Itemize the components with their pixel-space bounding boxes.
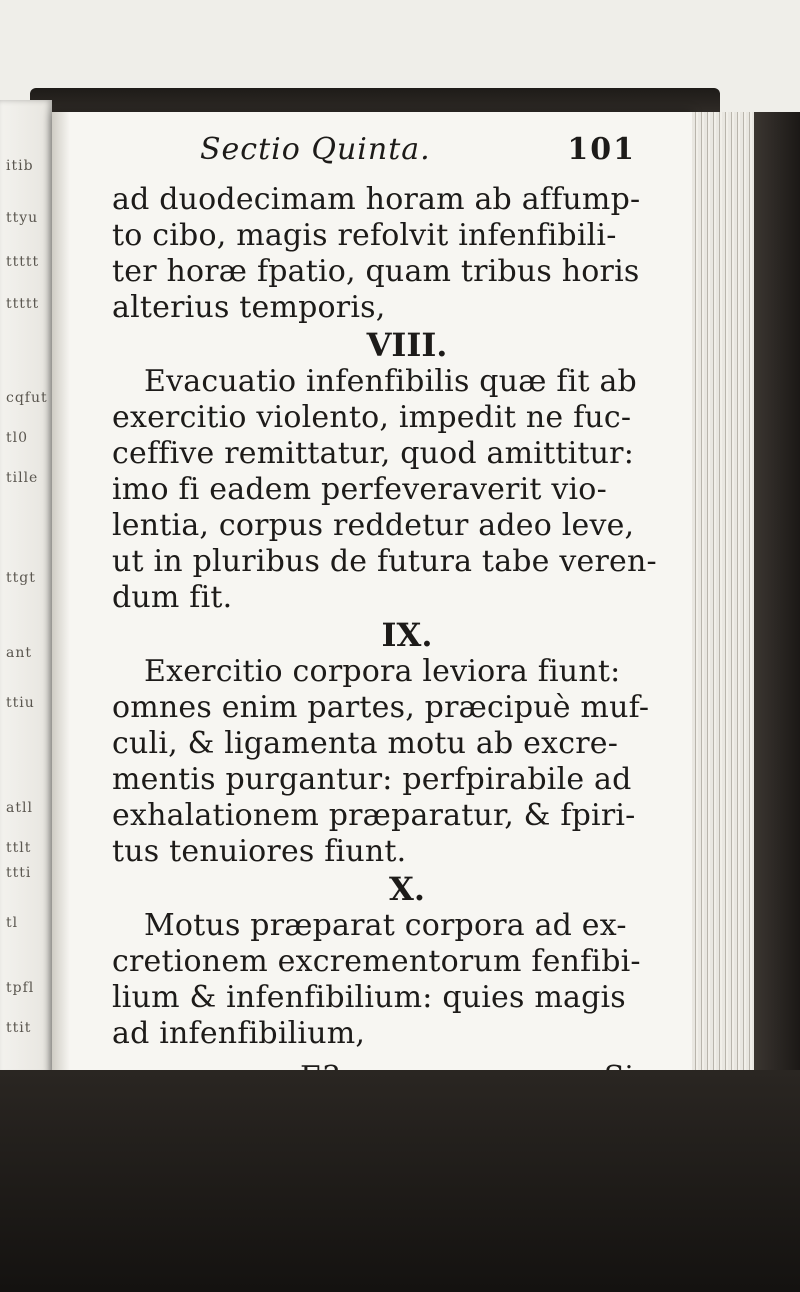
adjacent-page-fragment — [0, 100, 52, 1075]
left-page-fragment-text: ttttt — [6, 296, 40, 312]
running-title: Sectio Quinta. — [200, 132, 431, 167]
running-header — [112, 132, 672, 182]
text-line: ter horæ fpatio, quam tribus horis — [112, 254, 640, 289]
text-line: lentia, corpus reddetur adeo leve, — [112, 508, 635, 543]
text-line: lium & infenfibilium: quies magis — [112, 980, 626, 1015]
book-edge-shadow — [754, 112, 800, 1077]
text-line: tus tenuiores fiunt. — [112, 834, 407, 869]
left-page-fragment-text: tl0 — [6, 430, 29, 446]
page-number: 101 — [567, 132, 636, 167]
page-text-block — [112, 132, 672, 1100]
text-line: exhalationem præparatur, & fpiri- — [112, 798, 636, 833]
book-bottom-shadow — [0, 1070, 800, 1292]
text-line: ad infenfibilium, — [112, 1016, 366, 1051]
section-ix — [112, 616, 672, 870]
text-line: cretionem excrementorum fenfibi- — [112, 944, 641, 979]
left-page-fragment-text: ttttt — [6, 254, 40, 270]
book-page — [52, 112, 692, 1077]
section-viii — [112, 326, 672, 616]
text-line: imo fi eadem perfeveraverit vio- — [112, 472, 607, 507]
text-line: Exercitio corpora leviora fiunt: — [144, 654, 621, 689]
left-page-fragment-text: ttit — [6, 1020, 32, 1036]
text-line: to cibo, magis refolvit infenfibili- — [112, 218, 617, 253]
paragraph-continuation — [112, 182, 672, 326]
left-page-fragment-text: atll — [6, 800, 33, 816]
text-line: mentis purgantur: perfpirabile ad — [112, 762, 632, 797]
text-line: omnes enim partes, præcipuè muf- — [112, 690, 650, 725]
text-line: Motus præparat corpora ad ex- — [144, 908, 627, 943]
section-number: IX. — [381, 616, 433, 654]
page-gutter — [52, 112, 70, 1077]
stacked-page-edges — [692, 112, 754, 1077]
left-page-fragment-text: ttgt — [6, 570, 36, 586]
left-page-fragment-text: ttti — [6, 865, 32, 881]
text-line: ceffive remittatur, quod amittitur: — [112, 436, 635, 471]
section-number: VIII. — [366, 326, 448, 364]
left-page-fragment-text: tpfl — [6, 980, 35, 996]
text-line: dum fit. — [112, 580, 233, 615]
section-number: X. — [389, 870, 425, 908]
text-line: Evacuatio infenfibilis quæ fit ab — [144, 364, 637, 399]
text-line: culi, & ligamenta motu ab excre- — [112, 726, 619, 761]
text-line: ut in pluribus de futura tabe veren- — [112, 544, 657, 579]
section-x — [112, 870, 672, 1052]
left-page-fragment-text: ttyu — [6, 210, 39, 226]
left-page-fragment-text: itib — [6, 158, 34, 174]
left-page-fragment-text: cqfut — [6, 390, 48, 406]
left-page-fragment-text: ttlt — [6, 840, 32, 856]
text-line: alterius temporis, — [112, 290, 386, 325]
left-page-fragment-text: tl — [6, 915, 19, 931]
left-page-fragment-text: ttiu — [6, 695, 35, 711]
left-page-fragment-text: tille — [6, 470, 39, 486]
left-page-fragment-text: ant — [6, 645, 32, 661]
text-line: ad duodecimam horam ab affump- — [112, 182, 641, 217]
text-line: exercitio violento, impedit ne fuc- — [112, 400, 632, 435]
